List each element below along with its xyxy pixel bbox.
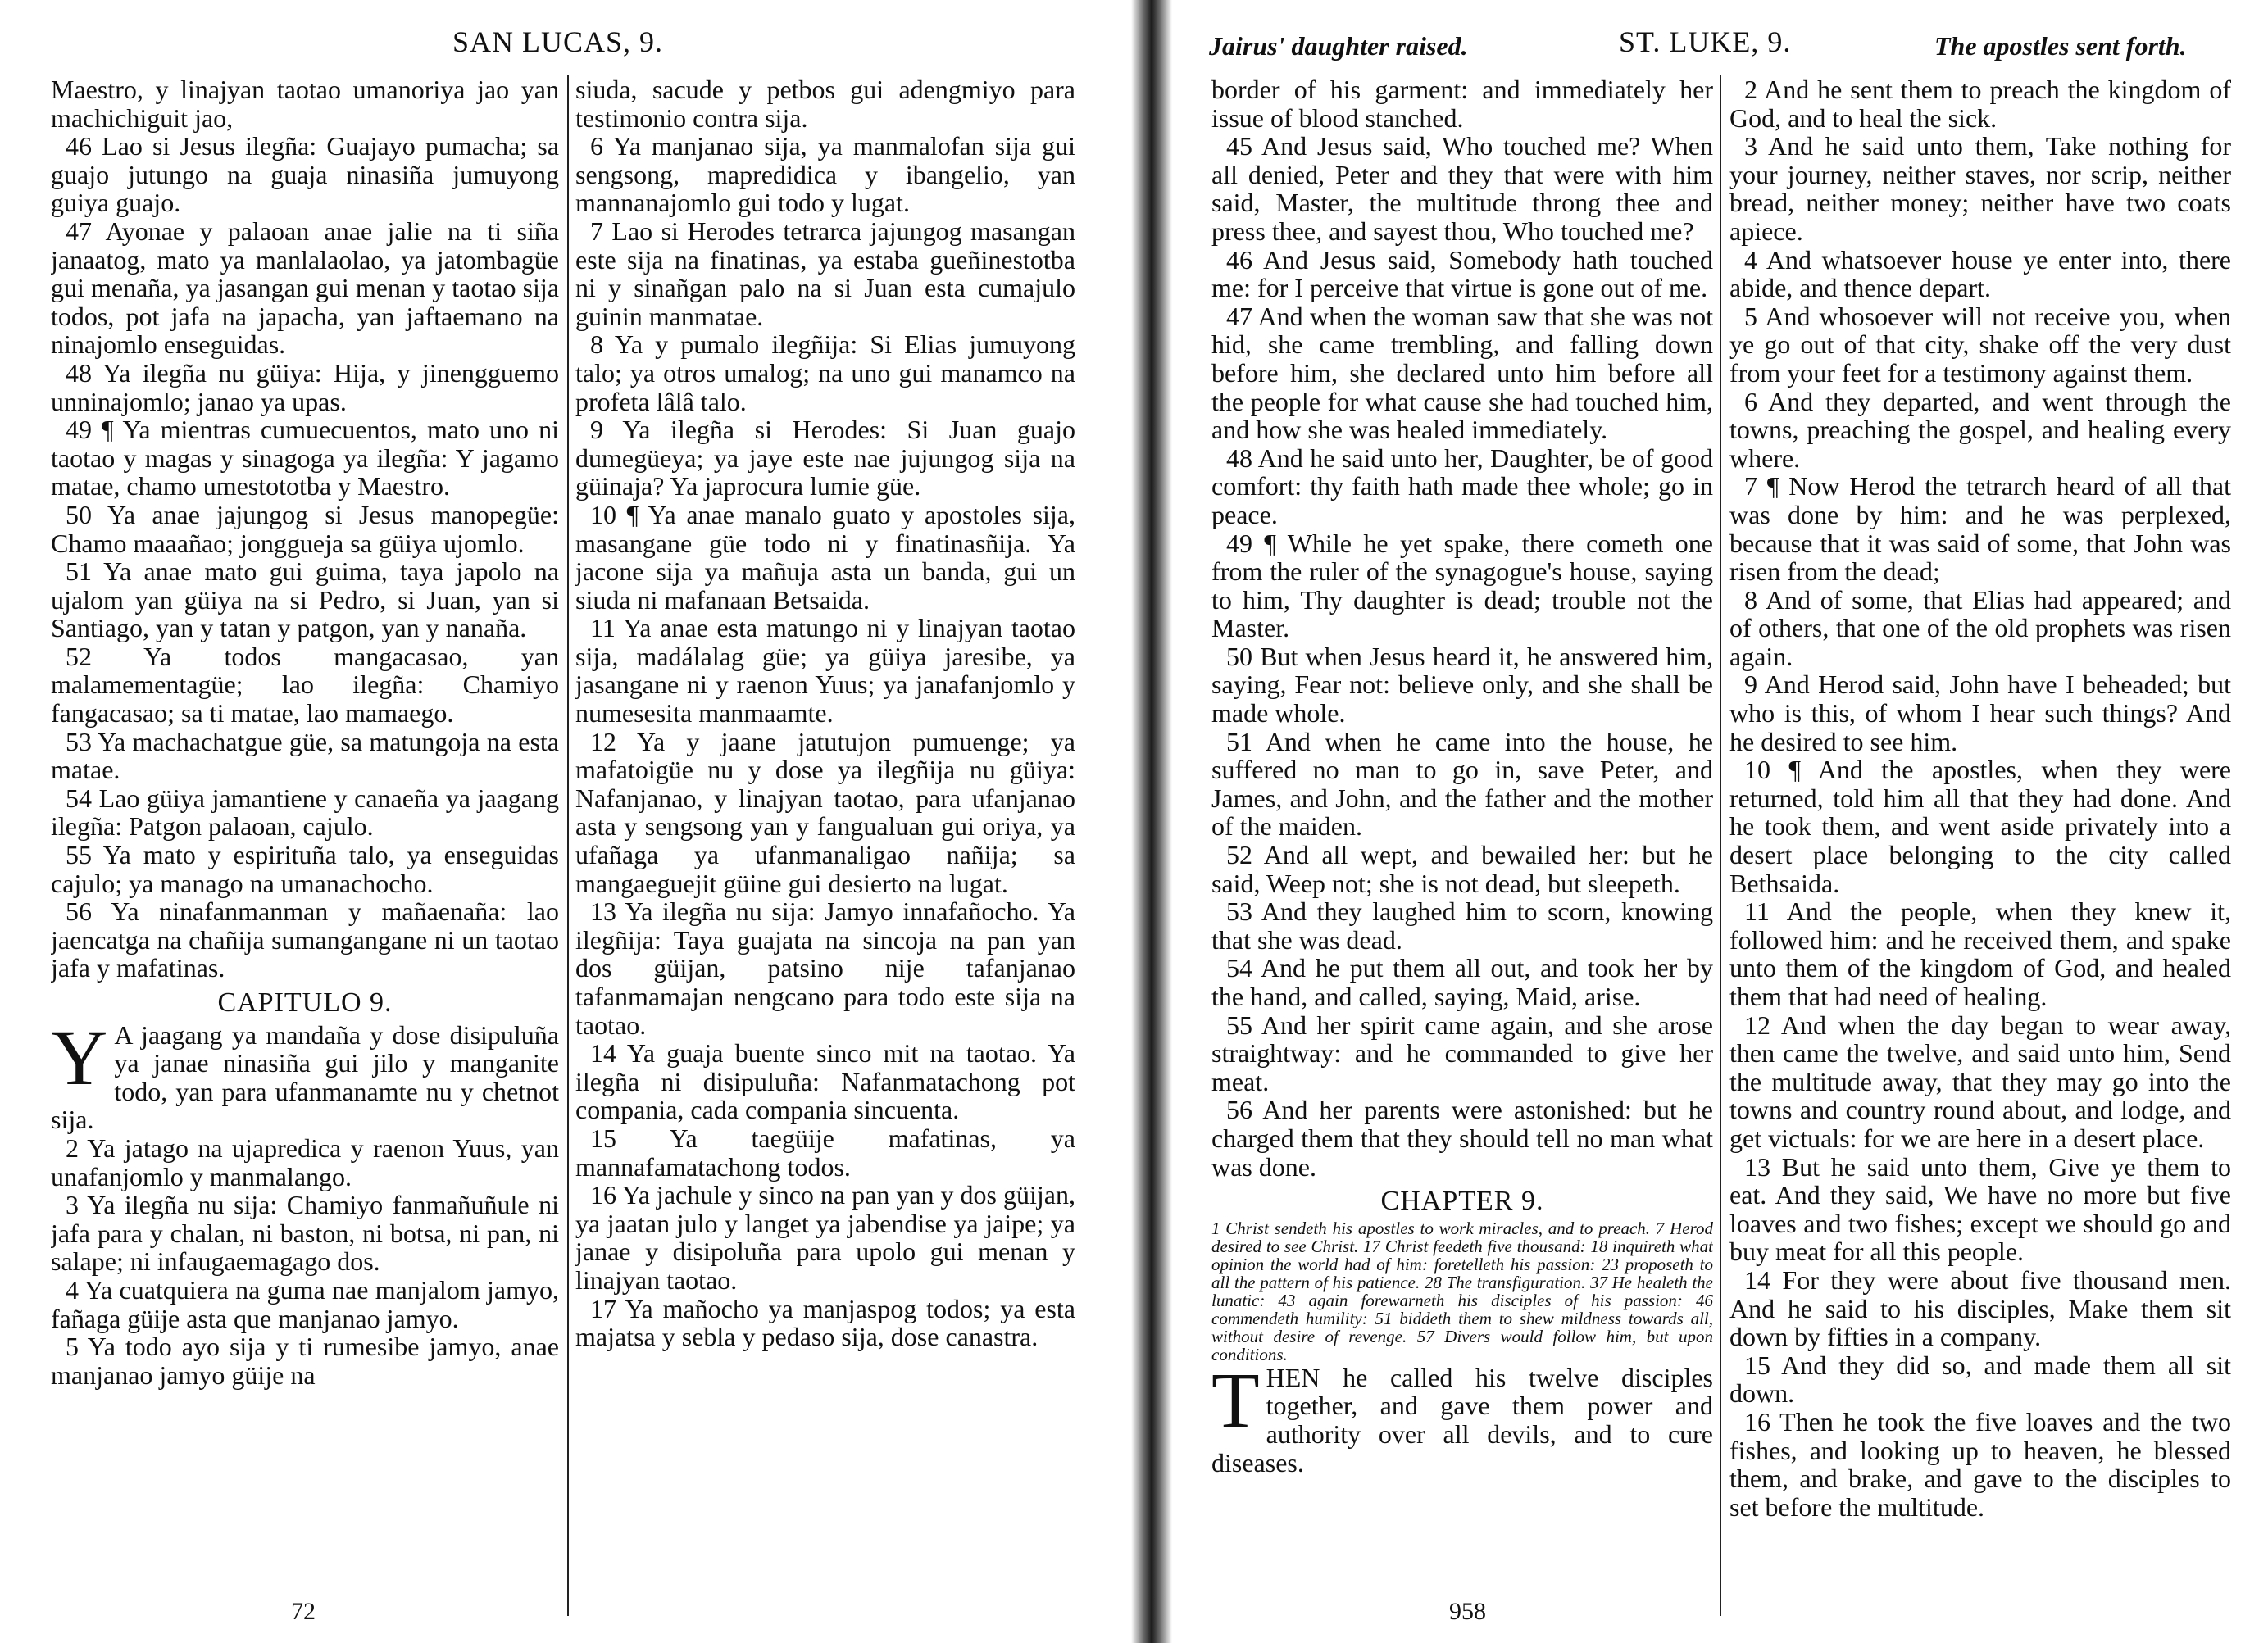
- verse: 49 ¶ Ya mientras cumuecuentos, mato uno ni taotao y magas y sinagoga ya ilegña: Y jagamo matae, chamo umestototba y Maestro.: [51, 415, 559, 502]
- verse: 52 And all wept, and bewailed her: but he said, Weep not; she is not dead, but sleepeth.: [1211, 840, 1713, 898]
- verse: 48 And he said unto her, Daughter, be of good comfort: thy faith hath made thee whole; go in peace.: [1211, 443, 1713, 529]
- verse: 9 Ya ilegña si Herodes: Si Juan guajo dumegüeya; ya jaye este nae jujungog sija na güinaja? Ya japrocura lumie güe.: [575, 415, 1075, 502]
- drop-cap: Y: [51, 1013, 108, 1101]
- verse: 53 Ya machachatgue güe, sa matungoja na esta matae.: [51, 726, 559, 785]
- right-column-2: [1729, 75, 2231, 1624]
- verse: 13 But he said unto them, Give ye them to eat. And they said, We have no more but five loaves and two fishes; except we should go and buy meat for all this people.: [1729, 1151, 2231, 1267]
- verse: 46 And Jesus said, Somebody hath touched me: for I perceive that virtue is gone out of me.: [1211, 244, 1713, 303]
- verse: 8 Ya y pumalo ilegñija: Si Elias jumuyong talo; ya otros umalog; na uno gui manamco na profeta lâlâ talo.: [575, 329, 1075, 416]
- verse: 17 Ya mañocho ya manjaspog todos; ya esta majatsa y sebla y pedaso sija, dose canastra.: [575, 1293, 1075, 1352]
- verse: Maestro, y linajyan taotao umanoriya jao yan machichiguit jao,: [51, 75, 559, 133]
- verse: 54 And he put them all out, and took her by the hand, and called, saying, Maid, arise.: [1211, 953, 1713, 1011]
- verse: 15 And they did so, and made them all sit down.: [1729, 1350, 2231, 1409]
- verse: 48 Ya ilegña nu güiya: Hija, y jinengguemo unninajomlo; janao ya upas.: [51, 357, 559, 416]
- chapter-summary: 1 Christ sendeth his apostles to work miracles, and to preach. 7 Herod desired to see Christ. 17 Christ feedeth five thousand: 18 inquireth what opinion the world had of him: foretelleth his passion: 23 proposeth to all the pattern of his patience. 28 The transfiguration. 37 He healeth the lunatic: 43 again forewarneth his disciples of his passion: 46 commendeth humility: 51 biddeth them to shew mildness towards all, without desire of revenge. 57 Divers would follow him, but upon conditions.: [1211, 1218, 1713, 1364]
- verse: siuda, sacude y petbos gui adengmiyo para testimonio contra sija.: [575, 75, 1075, 133]
- verse: 51 Ya anae mato gui guima, taya japolo na ujalom yan güiya na si Pedro, si Juan, yan si Santiago, yan y tatan y patgon, yan y nanaña.: [51, 556, 559, 643]
- verse: 55 Ya mato y espirituña talo, ya enseguidas cajulo; ya manago na umanachocho.: [51, 840, 559, 898]
- chapter-heading: CHAPTER 9.: [1380, 1186, 1544, 1217]
- verse: 16 Then he took the five loaves and the two fishes, and looking up to heaven, he blessed them, and brake, and gave to the disciples to set before the multitude.: [1729, 1406, 2231, 1522]
- running-head-right: The apostles sent forth.: [1934, 31, 2187, 61]
- verse: 10 ¶ And the apostles, when they were returned, told him all that they had done. And he took them, and went aside privately into a desert place belonging to the city called Bethsaida.: [1729, 755, 2231, 898]
- verse: 14 For they were about five thousand men. And he said to his disciples, Make them sit down by fifties in a company.: [1729, 1264, 2231, 1352]
- verse: 7 Lao si Herodes tetrarca jajungog masangan este sija na finatinas, ya estaba gueñinestotba ni y sinañgan palo na si Juan esta cumajulo guinin manmatae.: [575, 216, 1075, 331]
- verse: 11 Ya anae esta matungo ni y linajyan taotao sija, madálalag güe; ya güiya jaresibe, ya jasangane ni y raenon Yuus; ya janafanjomlo y numesesita manmaamte.: [575, 613, 1075, 728]
- verse: 6 And they departed, and went through the towns, preaching the gospel, and healing every where.: [1729, 386, 2231, 473]
- verse: 3 Ya ilegña nu sija: Chamiyo fanmañuñule ni jafa para y chalan, ni baston, ni botsa, ni pan, ni salape; ni infaugaemagago dos.: [51, 1190, 559, 1277]
- verse: border of his garment: and immediately her issue of blood stanched.: [1211, 75, 1713, 133]
- verse: 49 ¶ While he yet spake, there cometh one from the ruler of the synagogue's house, saying to him, Thy daughter is dead; trouble not the Master.: [1211, 528, 1713, 643]
- verse: 2 Ya jatago na ujapredica y raenon Yuus, yan unafanjomlo y manmalango.: [51, 1132, 559, 1191]
- verse: 45 And Jesus said, Who touched me? When all denied, Peter and they that were with him said, Master, the multitude throng thee and press thee, and sayest thou, Who touched me?: [1211, 131, 1713, 246]
- verse: 9 And Herod said, John have I beheaded; but who is this, of whom I hear such things? And he desired to see him.: [1729, 669, 2231, 756]
- verse: 51 And when he came into the house, he suffered no man to go in, save Peter, and James, and John, and the father and the mother of the maiden.: [1211, 726, 1713, 842]
- verse: 53 And they laughed him to scorn, knowing that she was dead.: [1211, 896, 1713, 955]
- verse: 46 Lao si Jesus ilegña: Guajayo pumacha; sa guajo jutungo na guaja ninasiña jumuyong guiya guajo.: [51, 131, 559, 218]
- verse: 2 And he sent them to preach the kingdom of God, and to heal the sick.: [1729, 75, 2231, 133]
- page-number: 958: [1449, 1598, 1486, 1625]
- verse: 50 But when Jesus heard it, he answered him, saying, Fear not: believe only, and she shall be made whole.: [1211, 641, 1713, 728]
- verse: 5 Ya todo ayo sija y ti rumesibe jamyo, anae manjanao jamyo güije na: [51, 1332, 559, 1390]
- verse: 12 And when the day began to wear away, then came the twelve, and said unto him, Send the multitude away, that they may go into the towns and country round about, and lodge, and get victuals: for we are here in a desert place.: [1729, 1010, 2231, 1153]
- verses-before-chapter: [51, 75, 559, 983]
- verse: 3 And he said unto them, Take nothing for your journey, neither staves, nor scrip, neither bread, neither money; neither have two coats apiece.: [1729, 131, 2231, 246]
- verse: 47 Ayonae y palaoan anae jalie na ti siña janaatog, mato ya manlalaolao, ya jatombagüe gui menaña, ya jasangan gui menan y taotao sija todos, pot jafa na japacha, yan jaftaemano na ninajomlo enseguidas.: [51, 216, 559, 360]
- verse: 4 And whatsoever house ye enter into, there abide, and thence depart.: [1729, 244, 2231, 303]
- verse: 55 And her spirit came again, and she arose straightway: and he commanded to give her meat.: [1211, 1010, 1713, 1096]
- chapter-opening: [51, 1013, 559, 1135]
- verse: 54 Lao güiya jamantiene y canaeña ya jaagang ilegña: Patgon palaoan, cajulo.: [51, 783, 559, 842]
- running-head: ST. LUKE, 9.: [1619, 25, 1792, 58]
- verse: 16 Ya jachule y sinco na pan yan y dos güijan, ya jaatan julo y langet ya jabendise ya jaipe; ya janae y disipoluña para upolo gui menan y linajyan taotao.: [575, 1180, 1075, 1295]
- column-divider: [1720, 75, 1721, 1616]
- verse: 11 And the people, when they knew it, followed him: and he received them, and spake unto them of the kingdom of God, and healed them that had need of healing.: [1729, 896, 2231, 1011]
- drop-cap: T: [1211, 1355, 1260, 1444]
- verse: 52 Ya todos mangacasao, yan malamementagüe; lao ilegña: Chamiyo fangacasao; sa ti matae, lao mamaego.: [51, 641, 559, 728]
- page-number: 72: [291, 1598, 316, 1625]
- verse: 12 Ya y jaane jatutujon pumuenge; ya mafatoigüe nu y dose ya ilegñija nu güiya: Nafanjanao, y linajyan taotao, para ufanjanao asta y sengsong yan y fangualuan gui oriya, ya ufañaga ya ufanmanaligao nañija; sa mangaeguejit güine gui desierto na lugat.: [575, 726, 1075, 898]
- chapter-opening: [1211, 1355, 1713, 1477]
- verse: 4 Ya cuatquiera na guma nae manjalom jamyo, fañaga güije asta que manjanao jamyo.: [51, 1274, 559, 1333]
- verse: 56 Ya ninafanmanman y mañaenaña: lao jaencatga na chañija sumangangane ni un taotao jafa y mafatinas.: [51, 896, 559, 983]
- left-column-2: [575, 75, 1075, 1624]
- verse: 15 Ya taegüije mafatinas, ya mannafamatachong todos.: [575, 1123, 1075, 1182]
- left-column-1: [51, 75, 559, 1624]
- verse: 13 Ya ilegña nu sija: Jamyo innafañocho. Ya ilegñija: Taya guajata na sincoja na pan yan dos güijan, patsino nije tafanjanao tafanmamajan nengcano para todo este sija na taotao.: [575, 896, 1075, 1040]
- verse: 50 Ya anae jajungog si Jesus manopegüe: Chamo maaañao; jonggueja sa güiya ujomlo.: [51, 499, 559, 558]
- verse: 10 ¶ Ya anae manalo guato y apostoles sija, masangane güe todo ni y finatinasñija. Ya jacone sija ya mañuja asta un banda, gui un siuda ni mafanaan Betsaida.: [575, 499, 1075, 615]
- running-head-left: Jairus' daughter raised.: [1209, 31, 1468, 61]
- verse: 14 Ya guaja buente sinco mit na taotao. Ya ilegña ni disipuluña: Nafanmatachong pot compania, cada compania sincuenta.: [575, 1038, 1075, 1125]
- verse: 8 And of some, that Elias had appeared; and of others, that one of the old prophets was risen again.: [1729, 584, 2231, 671]
- verse: 7 ¶ Now Herod the tetrarch heard of all that was done by him: and he was perplexed, because that it was said of some, that John was risen from the dead;: [1729, 471, 2231, 587]
- column-divider: [567, 75, 569, 1616]
- chapter-opening-text: A jaagang ya mandaña y dose disipuluña ya janae ninasiña gui jilo y manganite todo, yan para ufanmanamte nu y chetnot sija.: [51, 1019, 559, 1135]
- chapter-heading: CAPITULO 9.: [217, 987, 393, 1018]
- book-gutter: [1131, 0, 1172, 1643]
- chapter-opening-text: HEN he called his twelve disciples together, and gave them power and authority over all devils, and to cure diseases.: [1211, 1362, 1713, 1477]
- verse: 47 And when the woman saw that she was not hid, she came trembling, and falling down before him, she declared unto him before all the people for what cause she had touched him, and how she was healed immediately.: [1211, 301, 1713, 445]
- right-column-1: [1211, 75, 1713, 1624]
- verse: 6 Ya manjanao sija, ya manmalofan sija gui sengsong, mapredidica y ibangelio, yan mannanajomlo gui todo y lugat.: [575, 131, 1075, 218]
- left-page: [0, 0, 1131, 1643]
- running-head: SAN LUCAS, 9.: [452, 25, 664, 58]
- verse: 5 And whosoever will not receive you, when ye go out of that city, shake off the very dust from your feet for a testimony against them.: [1729, 301, 2231, 388]
- verse: 56 And her parents were astonished: but he charged them that they should tell no man what was done.: [1211, 1095, 1713, 1182]
- right-page: [1172, 0, 2268, 1643]
